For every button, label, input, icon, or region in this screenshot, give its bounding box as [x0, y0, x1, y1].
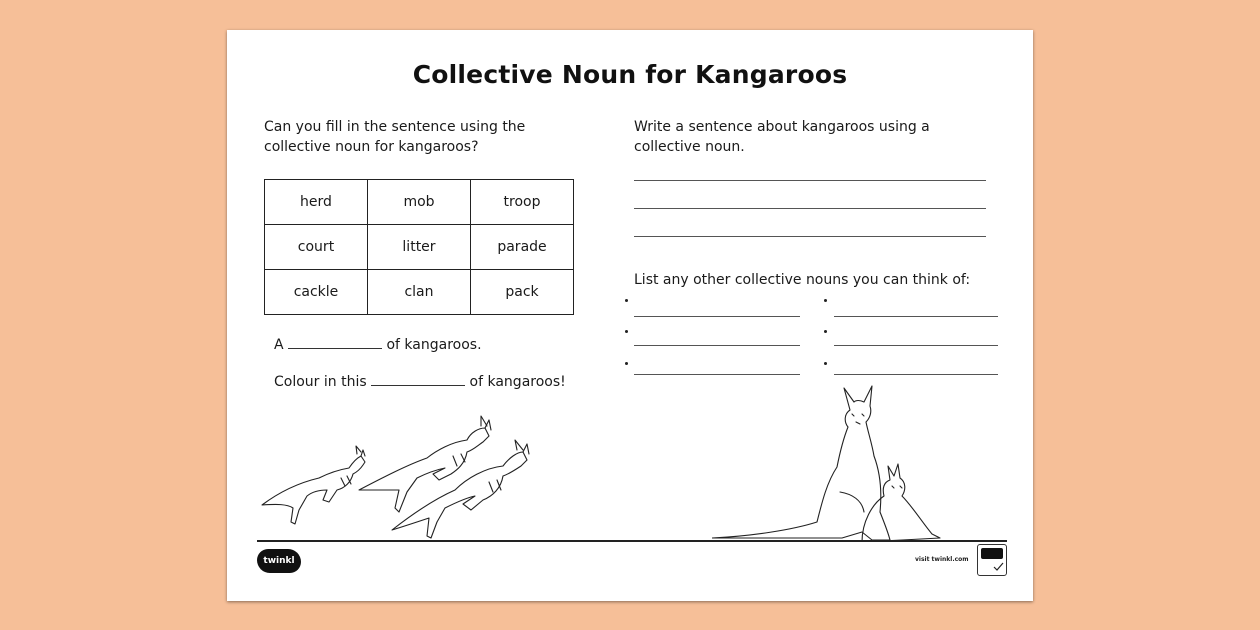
- sentence-one: [274, 334, 482, 355]
- bullet-dot: [625, 330, 628, 333]
- list-line[interactable]: [834, 374, 998, 375]
- writing-line[interactable]: [634, 236, 986, 237]
- word-cell: court: [265, 225, 368, 270]
- word-grid-row: [265, 225, 574, 270]
- list-line[interactable]: [634, 345, 800, 346]
- bullet-dot: [625, 362, 628, 365]
- visit-link[interactable]: visit twinkl.com: [915, 556, 969, 563]
- twinkl-logo: twinkl: [257, 549, 301, 573]
- word-grid: [264, 179, 574, 315]
- word-cell: pack: [471, 270, 574, 315]
- word-cell: cackle: [265, 270, 368, 315]
- word-grid-row: [265, 270, 574, 315]
- badge-text-icon: [980, 561, 1004, 572]
- joey-kangaroo: [862, 464, 940, 542]
- word-cell: herd: [265, 180, 368, 225]
- write-sentence-instruction: Write a sentence about kangaroos using a collective noun.: [634, 119, 930, 155]
- sentence-two: [274, 371, 566, 392]
- sentence-one-blank[interactable]: [288, 334, 382, 349]
- list-instruction: List any other collective nouns you can think of:: [634, 272, 971, 288]
- word-cell: clan: [368, 270, 471, 315]
- word-cell: troop: [471, 180, 574, 225]
- footer-divider: [257, 540, 1007, 542]
- sentence-one-end: of kangaroos.: [386, 337, 482, 353]
- writing-line[interactable]: [634, 208, 986, 209]
- sentence-two-end: of kangaroos!: [469, 374, 566, 390]
- bullet-dot: [824, 299, 827, 302]
- list-line[interactable]: [634, 374, 800, 375]
- list-line[interactable]: [634, 316, 800, 317]
- quality-badge-icon: [977, 544, 1007, 576]
- bullet-dot: [625, 299, 628, 302]
- word-cell: parade: [471, 225, 574, 270]
- sentence-two-blank[interactable]: [371, 371, 465, 386]
- kangaroo-small: [262, 446, 365, 524]
- page-title: Collective Noun for Kangaroos: [412, 60, 848, 89]
- mother-kangaroo: [712, 386, 890, 540]
- badge-logo-icon: [981, 548, 1003, 559]
- bullet-dot: [824, 330, 827, 333]
- writing-line[interactable]: [634, 180, 986, 181]
- worksheet-page: [227, 30, 1033, 601]
- word-grid-row: [265, 180, 574, 225]
- kangaroo-front: [392, 440, 529, 538]
- sentence-one-start: A: [274, 337, 284, 353]
- list-line[interactable]: [834, 316, 998, 317]
- fill-in-instruction: Can you fill in the sentence using the collective noun for kangaroos?: [264, 119, 526, 155]
- check-mark-icon: [980, 561, 1004, 571]
- word-cell: mob: [368, 180, 471, 225]
- list-line[interactable]: [834, 345, 998, 346]
- jumping-kangaroos-illustration: [257, 390, 537, 540]
- kangaroo-middle: [359, 416, 491, 512]
- sentence-two-start: Colour in this: [274, 374, 367, 390]
- mother-and-joey-illustration: [712, 382, 942, 542]
- word-cell: litter: [368, 225, 471, 270]
- bullet-dot: [824, 362, 827, 365]
